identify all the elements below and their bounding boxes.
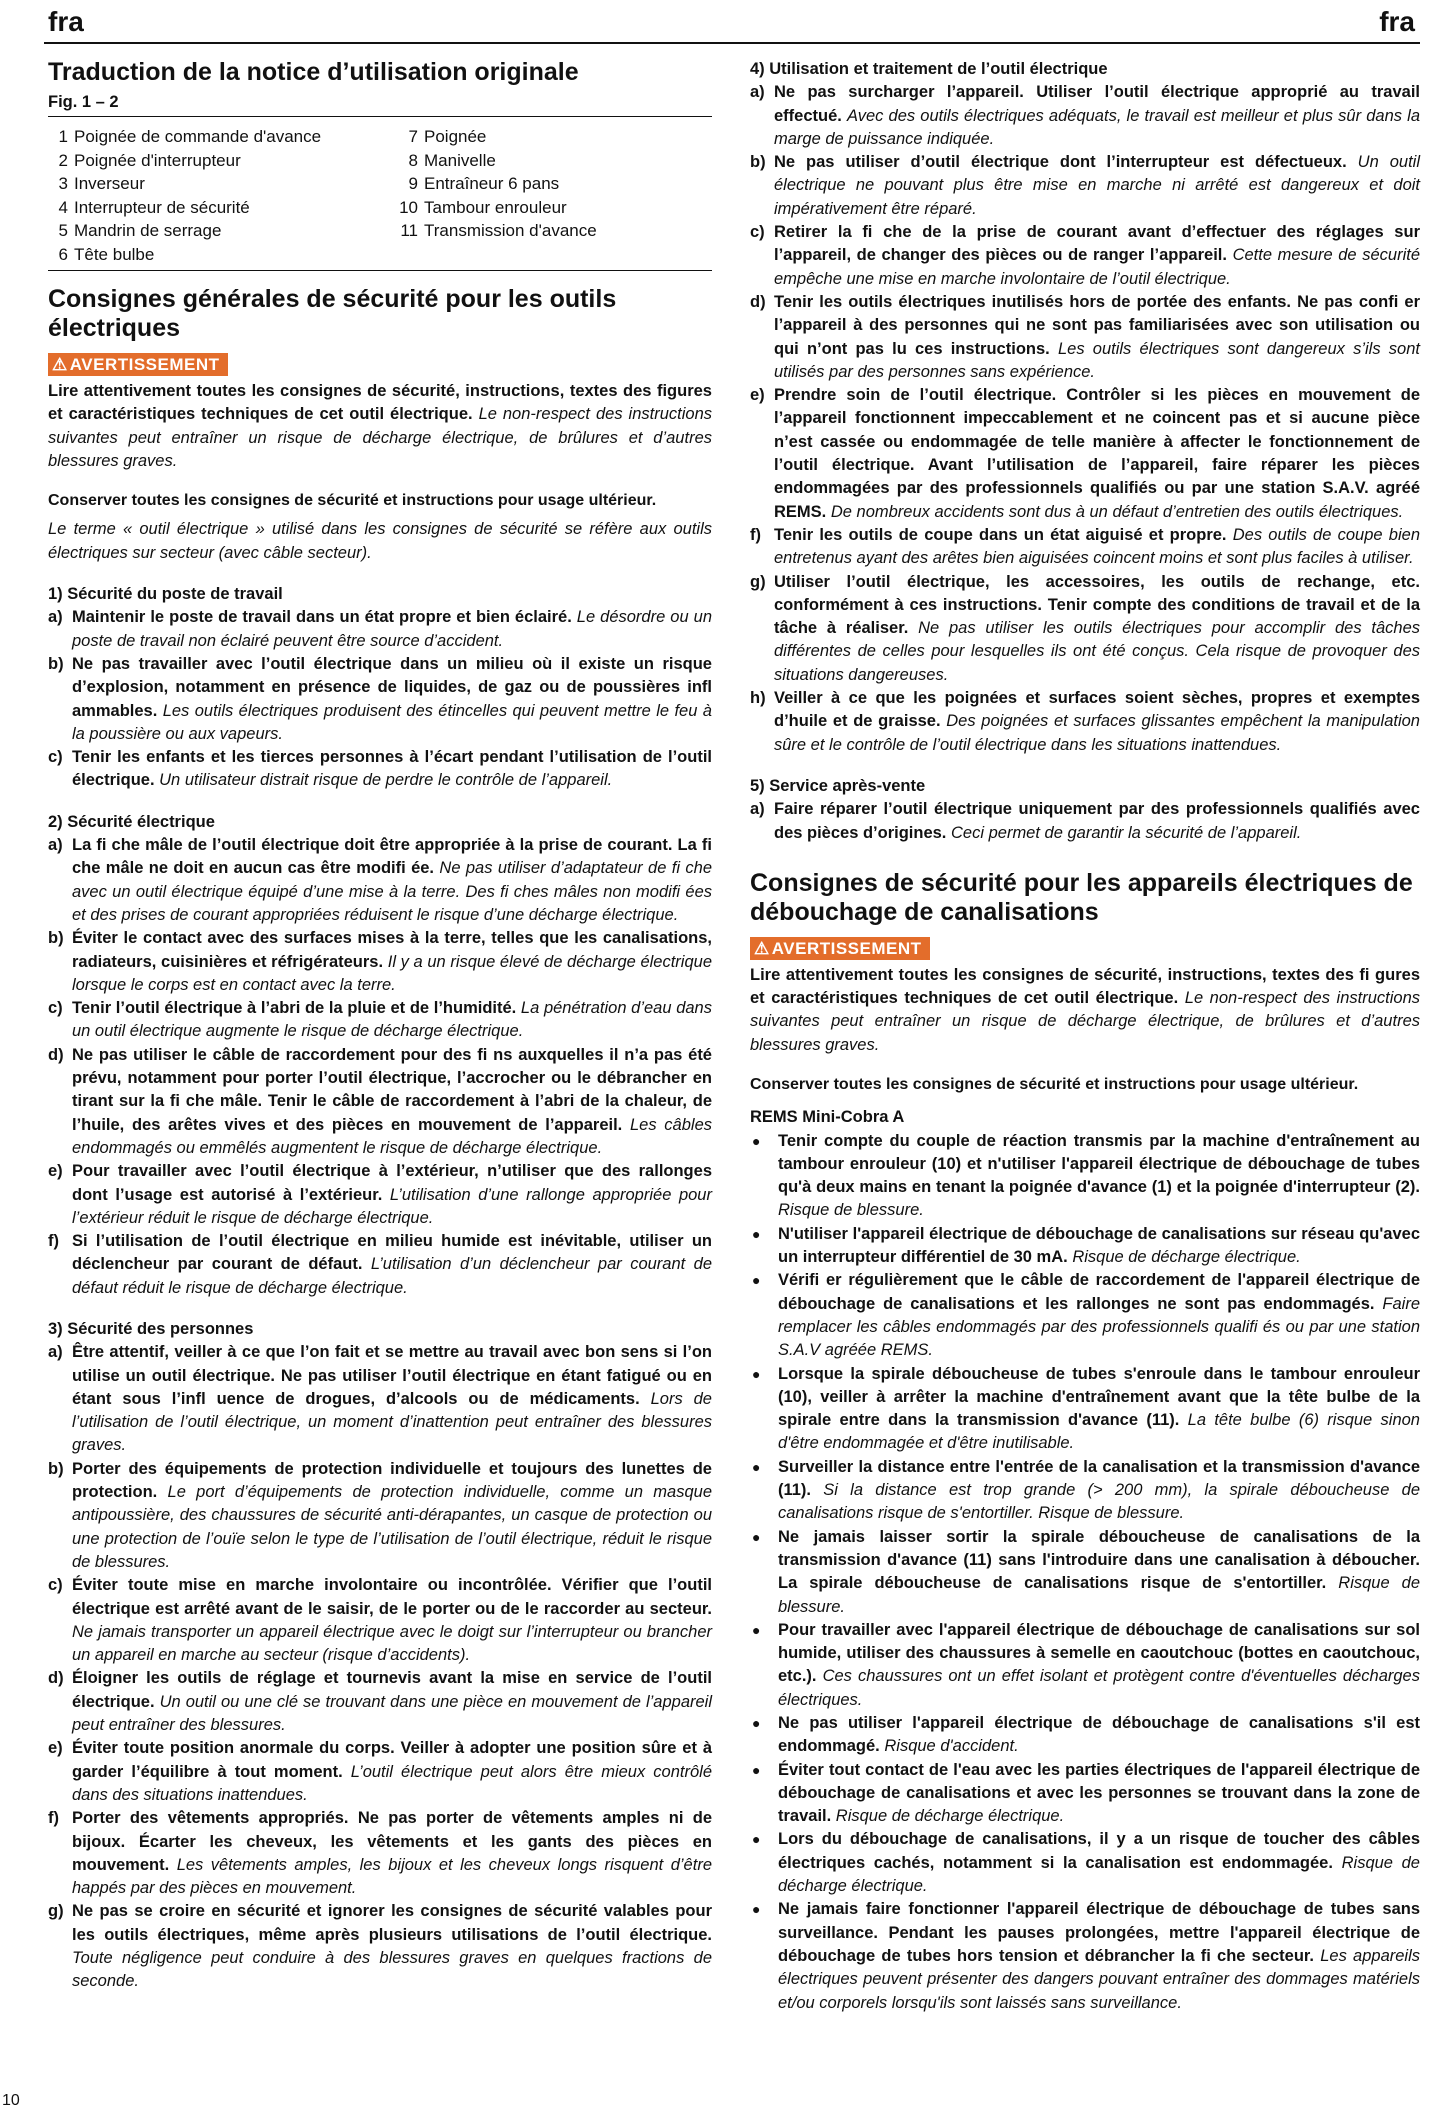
item-bold-text: Ne pas utiliser le câble de raccordement pour des fi ns auxquelles il n’a pas été prévu, notamment pour porter l’outil électrique, l’accrocher ou le débrancher en tirant sur la fi che mâle. Tenir le câble de raccordement à l’abri de la chaleur, de l’huile, des arêtes vives et des pièces en mouvement de l’appareil. [72,1045,712,1134]
bullet-item [750,1759,1420,1829]
item-italic-text: Cette mesure de sécurité empêche une mise en marche involontaire de l’outil électrique. [774,246,1420,288]
bullet-item [750,1898,1420,2014]
part-number: 7 [408,127,418,146]
item-bold-text: Maintenir le poste de travail dans un état propre et bien éclairé. [72,608,572,627]
part-label: Inverseur [74,174,145,193]
safety-item [48,927,712,997]
parts-list [48,125,712,266]
part-item [392,219,712,243]
bullet-italic-text: La tête bulbe (6) risque sinon d'être endommagée et d'être inutilisable. [778,1411,1420,1453]
part-number: 3 [58,174,68,193]
item-letter: d) [750,292,766,311]
item-bold-text: Veiller à ce que les poignées et surfaces soient sèches, propres et exemptes d’huile et de graisse. [774,689,1420,731]
item-letter: c) [48,999,63,1018]
bullet-text [778,1828,1420,1898]
safety-item [48,997,712,1044]
part-label: Interrupteur de sécurité [74,197,250,217]
item-italic-text: Les outils électriques sont dangereux s’ils sont utilisés par des personnes sans expérience. [774,339,1420,381]
item-letter: h) [750,689,766,708]
part-number: 1 [58,127,68,146]
bullet-item [750,1130,1420,1223]
document-title: Traduction de la notice d’utilisation originale [48,58,579,86]
item-italic-text: De nombreux accidents sont dus à un défaut d’entretien des outils électriques. [830,502,1404,521]
bullet-icon: ● [752,1272,761,1289]
part-item [48,172,392,196]
part-number: 10 [399,197,418,217]
warning-label: AVERTISSEMENT [69,355,220,374]
part-label: Tête bulbe [74,244,155,264]
safety-item [48,1341,712,1457]
part-item [48,219,392,243]
item-italic-text: Avec des outils électriques adéquats, le travail est meilleur et plus sûr dans la marge de puissance indiquée. [774,106,1420,148]
part-label: Poignée de commande d'avance [74,127,322,146]
language-code-right: fra [1379,6,1415,37]
bullet-item [750,1363,1420,1456]
safety-item [750,384,1420,524]
warning-italic-text: Le non-respect des instructions suivantes peut entraîner un risque de décharge électrique, de brûlures et d’autres blessures graves. [48,405,712,470]
bullet-bold-text: Lorsque la spirale déboucheuse de tubes s'enroule dans le tambour enrouleur (10), veiller à arrêter la machine d'entraînement avant que la tête bulbe de la spirale entre dans la transmission d'avance (11). [778,1364,1420,1430]
bullet-item [750,1712,1420,1759]
bullet-italic-text: Risque d'accident. [884,1737,1019,1756]
item-letter: b) [750,153,766,172]
bullet-text [778,1363,1420,1456]
bullet-text [778,1269,1420,1362]
item-letter: a) [750,800,765,819]
bullet-item [750,1828,1420,1898]
safety-item [48,653,712,746]
item-bold-text: Éviter le contact avec des surfaces mises à la terre, telles que les canalisations, radiateurs, cuisinières et réfrigérateurs. [72,929,712,971]
item-text [774,151,1420,221]
item-letter: b) [48,654,64,673]
safety-item [750,571,1420,687]
section-3-items [48,1341,712,1993]
bullet-italic-text: Risque de blessure. [778,1201,924,1220]
item-text [774,384,1420,524]
item-letter: a) [48,1343,63,1362]
item-letter: a) [48,836,63,855]
warning-bold-text: Lire attentivement toutes les consignes de sécurité, instructions, textes des figures et caractéristiques techniques de cet outil électrique. [48,382,712,424]
item-bold-text: Tenir les enfants et les tierces personnes à l’écart pendant l’utilisation de l’outil électrique. [72,748,712,790]
bullet-text [778,1223,1420,1270]
part-item [392,125,712,149]
term-definition: Le terme « outil électrique » utilisé dans les consignes de sécurité se réfère aux outils électriques sur secteur (avec câble secteur). [48,520,712,562]
item-text [72,1160,712,1230]
item-italic-text: Le port d’équipements de protection individuelle, comme un masque antipoussière, des chaussures de sécurité anti-dérapantes, un casque de protection ou une protection de l’ouïe selon le type de l’utilisation de l’outil électrique, réduit le risque de blessures. [72,1483,712,1571]
bullet-icon: ● [752,1132,761,1149]
item-text [72,1807,712,1900]
item-italic-text: L’utilisation d’un déclencheur par courant de défaut réduit le risque de décharge électrique. [72,1255,712,1297]
part-item [48,243,392,267]
item-letter: c) [48,748,63,767]
part-item [392,172,712,196]
item-bold-text: Tenir l’outil électrique à l’abri de la pluie et de l’humidité. [72,999,517,1018]
section-4-title: 4) Utilisation et traitement de l’outil électrique [750,60,1108,78]
item-text [72,1737,712,1807]
bullet-text [778,1456,1420,1526]
item-text [72,653,712,746]
bullet-text [778,1759,1420,1829]
section-1-title: 1) Sécurité du poste de travail [48,585,283,604]
bullet-bold-text: Ne jamais faire fonctionner l'appareil électrique de débouchage de tubes sans surveillance. Pendant les pauses prolongées, mettre l'appareil électrique de débouchage de tubes hors tension et débrancher la fi che secteur. [778,1900,1420,1965]
bullet-bold-text: N'utiliser l'appareil électrique de débouchage de canalisations sur réseau qu'avec un interrupteur différentiel de 30 mA. [778,1224,1420,1267]
item-bold-text: Ne pas se croire en sécurité et ignorer les consignes de sécurité valables pour les outils électriques, même après plusieurs utilisations de l’outil électrique. [72,1902,712,1944]
item-text [72,1458,712,1574]
item-text [72,1574,712,1667]
bullet-icon: ● [752,1715,761,1731]
item-bold-text: Tenir les outils de coupe dans un état aiguisé et propre. [774,525,1227,544]
item-text [72,1230,712,1300]
item-letter: f) [48,1809,59,1828]
item-letter: b) [48,929,64,948]
bullet-italic-text: Risque de décharge électrique. [835,1807,1065,1826]
part-item [48,125,392,149]
warning-bold-text-2: Lire attentivement toutes les consignes de sécurité, instructions, textes des fi gures et caractéristiques techniques de cet outil électrique. [750,965,1420,1008]
item-bold-text: Éloigner les outils de réglage et tournevis avant la mise en service de l’outil électrique. [72,1669,712,1711]
bullet-bold-text: Pour travailler avec l'appareil électrique de débouchage de canalisations sur sol humide, utiliser des chaussures à semelle en caoutchouc (bottes en caoutchouc, etc.). [778,1620,1420,1686]
item-italic-text: La pénétration d’eau dans un outil électrique augmente le risque de décharge électrique. [72,999,712,1041]
safety-item [750,151,1420,221]
bullet-bold-text: Éviter tout contact de l'eau avec les parties électriques de l'appareil électrique de débouchage de canalisations et avec les personnes se trouvant dans la zone de travail. [778,1760,1420,1826]
bullet-item [750,1223,1420,1270]
item-italic-text: Les vêtements amples, les bijoux et les cheveux longs risquent d’être happés par des pièces en mouvement. [72,1855,712,1898]
keep-instructions-note: Conserver toutes les consignes de sécurité et instructions pour usage ultérieur. [48,492,657,510]
bullet-text [778,1898,1420,2014]
product-name: REMS Mini-Cobra A [750,1108,905,1127]
item-italic-text: Ne pas utiliser les outils électriques pour accomplir des tâches différentes de celles pour lesquelles ils ont été conçus. Cela risque de provoquer des situations dangereuses. [774,619,1420,684]
warning-paragraph-2 [750,964,1420,1057]
section-2-title: 2) Sécurité électrique [48,812,215,831]
item-letter: c) [48,1576,63,1595]
bullet-bold-text: Lors du débouchage de canalisations, il y a un risque de toucher des câbles électriques cachés, notamment si la canalisation est endommagée. [778,1830,1420,1872]
safety-item [48,1574,712,1667]
general-safety-heading: Consignes générales de sécurité pour les outils électriques [48,285,617,342]
bullet-italic-text: Si la distance est trop grande (> 200 mm), la spirale déboucheuse de canalisations risque de s'entortiller. Risque de blessure. [778,1481,1421,1523]
item-letter: d) [48,1669,64,1688]
item-italic-text: Il y a un risque élevé de décharge électrique lorsque le corps est en contact avec la terre. [72,952,713,994]
part-number: 11 [400,221,418,240]
section-3-title: 3) Sécurité des personnes [48,1319,254,1338]
bullet-icon: ● [752,1901,761,1918]
part-item [392,149,712,173]
bullet-item [750,1526,1420,1619]
part-label: Poignée [424,127,487,146]
item-letter: e) [48,1739,63,1758]
warning-italic-text-2: Le non-respect des instructions suivantes peut entraîner un risque de décharge électrique, de brûlures et d’autres blessures graves. [750,989,1420,1054]
part-label: Entraîneur 6 pans [424,174,560,193]
bullet-icon: ● [752,1761,761,1778]
safety-item [48,1807,712,1900]
item-text [774,798,1420,845]
language-code-left: fra [48,6,84,37]
item-text [72,927,712,997]
item-bold-text: Ne pas travailler avec l’outil électrique dans un milieu où il existe un risque d’explosion, notamment en présence de liquides, de gaz ou de poussières infl ammables. [72,654,712,720]
safety-item [48,1230,712,1300]
item-bold-text: Être attentif, veiller à ce que l’on fait et se mettre au travail avec bon sens si l’on utilise un outil électrique. Ne pas utiliser l’outil électrique en étant fatigué ou en étant sous l’infl uence de drogues, d’alcools ou de médicaments. [72,1343,712,1408]
bullet-italic-text: Risque de décharge électrique. [1072,1248,1301,1267]
item-letter: e) [48,1162,63,1181]
part-label: Mandrin de serrage [74,221,222,240]
section-5-items [750,798,1420,845]
warning-triangle-icon: ⚠ [52,355,68,374]
safety-item [48,834,712,927]
item-bold-text: Pour travailler avec l’outil électrique à l’extérieur, n’utiliser que des rallonges dont l’usage est autorisé à l’extérieur. [72,1162,712,1204]
part-number: 5 [58,221,68,240]
section-1-items [48,606,712,792]
item-text [774,291,1420,384]
warning-label-2: AVERTISSEMENT [771,938,922,958]
part-number: 4 [58,197,68,217]
item-italic-text: L’utilisation d’une rallonge appropriée pour l’extérieur réduit le risque de décharge électrique. [72,1185,712,1227]
item-letter: g) [750,572,766,591]
item-bold-text: Utiliser l’outil électrique, les accessoires, les outils de rechange, etc. conformément à ces instructions. Tenir compte des conditions de travail et de la tâche à réaliser. [774,572,1420,638]
item-letter: f) [750,525,761,544]
item-italic-text: Ceci permet de garantir la sécurité de l’appareil. [951,823,1302,842]
item-italic-text: Ne pas utiliser d’adaptateur de fi che avec un outil électrique équipé d’une mise à la terre. Des fi ches mâles non modifi ées et des prises de courant appropriées réduisent le risque d’une décharge électrique. [72,859,712,924]
part-item [48,196,392,220]
part-number: 2 [58,150,68,170]
section-2-items [48,834,712,1300]
section-5-title: 5) Service après-vente [750,776,926,795]
item-italic-text: Un outil électrique ne pouvant plus être mise en marche ni arrêté est dangereux et doit impérativement être réparé. [774,153,1420,218]
section-4-items [750,81,1420,757]
item-italic-text: Lors de l’utilisation de l’outil électrique, un moment d’inattention peut entraîner des blessures graves. [72,1389,712,1455]
bullet-italic-text: Risque de blessure. [778,1574,1420,1616]
bullet-italic-text: Les appareils électriques peuvent présenter des dangers pouvant entraîner des dommages matériels et/ou corporels lorsqu'ils sont laissés sans surveillance. [778,1946,1420,2012]
part-label: Tambour enrouleur [424,197,567,217]
safety-item [750,81,1420,151]
specific-safety-heading: Consignes de sécurité pour les appareils électriques de débouchage de canalisations [750,868,1413,926]
item-bold-text: Éviter toute position anormale du corps. Veiller à adopter une position sûre et à garder l’équilibre à tout moment. [72,1739,712,1781]
item-letter: c) [750,223,765,242]
safety-item [48,606,712,653]
bullet-icon: ● [752,1528,761,1545]
item-italic-text: Les câbles endommagés ou emmêlés augmentent le risque de décharge électrique. [72,1115,713,1157]
bullet-italic-text: Ces chaussures ont un effet isolant et protègent contre d'éventuelles décharges électriques. [778,1667,1420,1709]
specific-safety-bullets [750,1130,1420,2015]
safety-item [48,1737,712,1807]
item-letter: d) [48,1045,64,1064]
bullet-icon: ● [752,1831,761,1848]
safety-item [48,1160,712,1230]
bullet-item [750,1456,1420,1526]
item-bold-text: Éviter toute mise en marche involontaire ou incontrôlée. Vérifier que l’outil électrique est arrêté avant de le saisir, de le porter ou de le raccorder au secteur. [72,1576,712,1618]
bullet-bold-text: Vérifi er régulièrement que le câble de raccordement de l'appareil électrique de débouchage de canalisations et les rallonges ne sont pas endommagés. [778,1271,1420,1313]
safety-item [48,1458,712,1574]
safety-item [48,1900,712,1993]
bullet-icon: ● [752,1225,761,1242]
item-italic-text: Ne jamais transporter un appareil électrique avec le doigt sur l’interrupteur ou brancher un appareil en marche au secteur (risque d’accidents). [72,1622,712,1665]
item-text [72,746,712,793]
part-item [48,149,392,173]
item-bold-text: Retirer la fi che de la prise de courant avant d’effectuer des réglages sur l’appareil, de changer des pièces ou de ranger l’appareil. [774,223,1420,265]
right-column [750,56,1420,2015]
header-rule [44,42,1420,44]
safety-item [48,1044,712,1160]
item-bold-text: Ne pas utiliser d’outil électrique dont l’interrupteur est défectueux. [774,153,1347,172]
safety-item [750,524,1420,571]
item-letter: b) [48,1459,64,1478]
safety-item [48,746,712,793]
bullet-bold-text: Ne jamais laisser sortir la spirale déboucheuse de canalisations de la transmission d'avance (11) sans l'introduire dans une canalisation à déboucher. La spirale déboucheuse de canalisations risque de s'entortiller. [778,1527,1420,1593]
bullet-italic-text: Risque de décharge électrique. [778,1853,1420,1896]
parts-list-column-1 [48,125,392,266]
safety-item [48,1667,712,1737]
bullet-text [778,1130,1420,1223]
bullet-text [778,1712,1420,1759]
warning-paragraph [48,380,712,473]
part-number: 9 [408,174,418,193]
part-number: 8 [408,150,418,170]
part-item [392,196,712,220]
safety-item [750,221,1420,291]
item-text [72,997,712,1044]
bullet-item [750,1269,1420,1362]
item-italic-text: L’outil électrique peut alors être mieux contrôlé dans des situations inattendues. [72,1762,712,1804]
item-italic-text: Toute négligence peut conduire à des blessures graves en quelques fractions de seconde. [72,1949,712,1991]
item-text [774,221,1420,291]
item-text [72,1667,712,1737]
bullet-item [750,1619,1420,1712]
item-letter: f) [48,1232,59,1251]
bullet-icon: ● [752,1458,761,1475]
bullet-bold-text: Ne pas utiliser l'appareil électrique de débouchage de canalisations s'il est endommagé. [778,1714,1420,1756]
item-text [72,834,712,927]
item-bold-text: Prendre soin de l’outil électrique. Contrôler si les pièces en mouvement de l’appareil fonctionnent impeccablement et ne coincent pas et si aucune pièce n’est cassée ou endommagée de telle manière à affecter le fonctionnement de l’outil électrique. Avant l’utilisation de l’appareil, faire réparer les pièces endommagées par des professionnels qualifiés ou par une station S.A.V. agréé REMS. [774,386,1420,521]
left-column [48,56,712,1994]
safety-item [750,687,1420,757]
item-text [774,571,1420,687]
figure-label: Fig. 1 – 2 [48,93,119,111]
item-bold-text: Faire réparer l’outil électrique uniquement par des professionnels qualifiés avec des pièces d’origines. [774,800,1420,842]
part-number: 6 [58,244,68,264]
keep-instructions-note-2: Conserver toutes les consignes de sécurité et instructions pour usage ultérieur. [750,1075,1359,1093]
part-label: Manivelle [424,150,496,170]
figure-rule [48,116,712,117]
item-bold-text: Porter des équipements de protection individuelle et toujours des lunettes de protection. [72,1459,712,1502]
item-italic-text: Les outils électriques produisent des étincelles qui peuvent mettre le feu à la poussière ou aux vapeurs. [72,701,712,743]
parts-list-column-2 [392,125,712,266]
warning-badge [48,353,228,376]
item-bold-text: Tenir les outils électriques inutilisés hors de portée des enfants. Ne pas confi er l’appareil à des personnes qui ne sont pas familiarisées avec son utilisation ou qui n’ont pas lu ces instructions. [774,292,1420,358]
item-text [72,1900,712,1993]
safety-item [750,798,1420,845]
warning-badge-2 [750,937,930,960]
item-text [774,81,1420,151]
bullet-text [778,1619,1420,1712]
item-bold-text: Si l’utilisation de l’outil électrique en milieu humide est inévitable, utiliser un déclencheur par courant de défaut. [72,1232,712,1274]
part-label: Poignée d'interrupteur [74,150,241,170]
item-text [72,1341,712,1457]
item-italic-text: Un utilisateur distrait risque de perdre le contrôle de l’appareil. [159,771,613,790]
item-bold-text: La fi che mâle de l’outil électrique doit être appropriée à la prise de courant. La fi che mâle ne doit en aucun cas être modifi ée. [72,836,712,878]
item-bold-text: Porter des vêtements appropriés. Ne pas porter de vêtements amples ni de bijoux. Écarter les cheveux, les vêtements et les gants des pièces en mouvement. [72,1809,712,1874]
parts-list-rule [48,270,712,271]
safety-item [750,291,1420,384]
item-letter: e) [750,386,765,405]
bullet-bold-text: Tenir compte du couple de réaction transmis par la machine d'entraînement au tambour enrouleur (10) et n'utiliser l'appareil électrique de débouchage de tubes qu'à deux mains en tenant la poignée d'avance (1) et la poignée d'interrupteur (2). [778,1131,1420,1197]
item-italic-text: Des outils de coupe bien entretenus ayant des arêtes bien aiguisées coincent moins et sont plus faciles à utiliser. [774,525,1420,568]
item-letter: g) [48,1902,64,1921]
item-italic-text: Des poignées et surfaces glissantes empêchent la manipulation sûre et le contrôle de l’outil électrique dans les situations inattendues. [774,712,1420,754]
bullet-bold-text: Surveiller la distance entre l'entrée de la canalisation et la transmission d'avance (11). [778,1457,1420,1500]
bullet-icon: ● [752,1365,761,1382]
item-text [72,606,712,653]
item-bold-text: Ne pas surcharger l’appareil. Utiliser l’outil électrique approprié au travail effectué. [774,83,1420,125]
bullet-italic-text: Faire remplacer les câbles endommagés par des professionnels qualifi és ou par une station S.A.V agréée REMS. [778,1294,1420,1360]
warning-triangle-icon: ⚠ [754,938,770,958]
bullet-icon: ● [752,1621,761,1638]
part-label: Transmission d'avance [424,221,597,240]
item-text [72,1044,712,1160]
page-number: 10 [2,2092,20,2109]
item-letter: a) [750,83,765,102]
item-letter: a) [48,608,63,627]
bullet-text [778,1526,1420,1619]
item-text [774,687,1420,757]
item-italic-text: Un outil ou une clé se trouvant dans une pièce en mouvement de l’appareil peut entraîner des blessures. [72,1692,712,1735]
item-italic-text: Le désordre ou un poste de travail non éclairé peuvent être source d’accident. [72,608,712,650]
item-text [774,524,1420,571]
